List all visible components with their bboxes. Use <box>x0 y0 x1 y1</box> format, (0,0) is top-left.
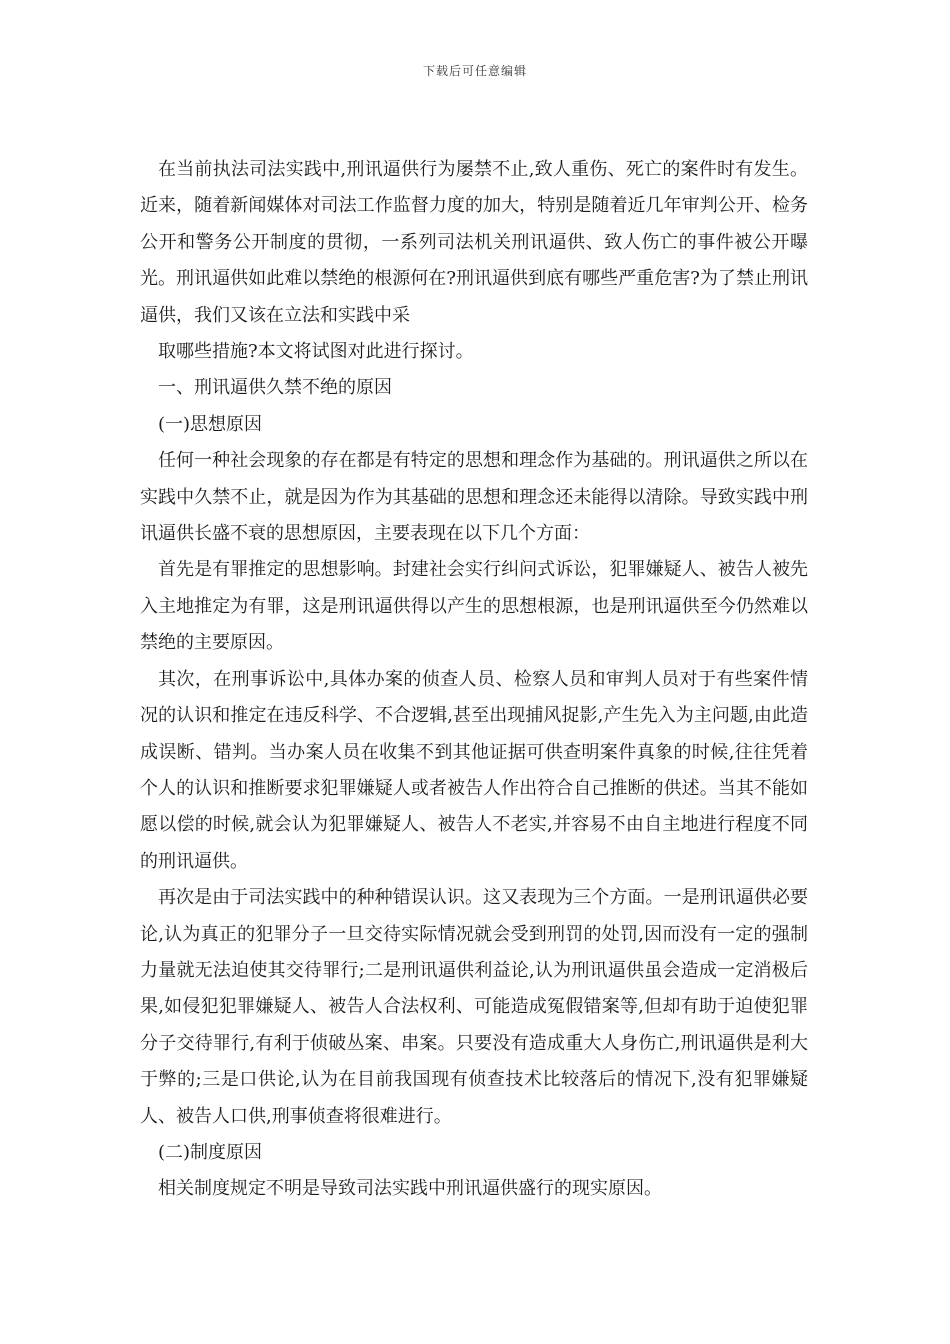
page-header: 下载后可任意编辑 <box>422 64 527 78</box>
paragraph-first: 首先是有罪推定的思想影响。封建社会实行纠问式诉讼，犯罪嫌疑人、被告人被先入主地推定为有罪，这是刑讯逼供得以产生的思想根源，也是刑讯逼供至今仍然难以禁绝的主要原因。 <box>140 559 808 654</box>
paragraph-ideology: 任何一种社会现象的存在都是有特定的思想和理念作为基础的。刑讯逼供之所以在实践中久禁不止，就是因为作为其基础的思想和理念还未能得以清除。导致实践中刑讯逼供长盛不衰的思想原因，主要表现在以下几个方面： <box>140 450 808 545</box>
section-heading-1: 一、刑讯逼供久禁不绝的原因 <box>158 377 392 399</box>
document-body <box>140 152 808 1208</box>
paragraph-system: 相关制度规定不明是导致司法实践中刑讯逼供盛行的现实原因。 <box>158 1178 662 1200</box>
paragraph-intro-1: 在当前执法司法实践中,刑讯逼供行为屡禁不止,致人重伤、死亡的案件时有发生。近来，随着新闻媒体对司法工作监督力度的加大，特别是随着近几年审判公开、检务公开和警务公开制度的贯彻，一系列司法机关刑讯逼供、致人伤亡的事件被公开曝光。刑讯逼供如此难以禁绝的根源何在?刑讯逼供到底有哪些严重危害?为了禁止刑讯逼供，我们又该在立法和实践中采 <box>140 159 809 326</box>
subsection-heading-1: (一)思想原因 <box>158 413 263 435</box>
paragraph-intro-2: 取哪些措施?本文将试图对此进行探讨。 <box>158 341 474 363</box>
paragraph-third: 再次是由于司法实践中的种种错误认识。这又表现为三个方面。一是刑讯逼供必要论,认为真正的犯罪分子一旦交待实际情况就会受到刑罚的处罚,因而没有一定的强制力量就无法迫使其交待罪行;二是刑讯逼供利益论,认为刑讯逼供虽会造成一定消极后果,如侵犯犯罪嫌疑人、被告人合法权利、可能造成冤假错案等,但却有助于迫使犯罪分子交待罪行,有利于侦破丛案、串案。只要没有造成重大人身伤亡,刑讯逼供是利大于弊的;三是口供论,认为在目前我国现有侦查技术比较落后的情况下,没有犯罪嫌疑人、被告人口供,刑事侦查将很难进行。 <box>140 887 808 1127</box>
subsection-heading-2: (二)制度原因 <box>158 1141 263 1163</box>
paragraph-second: 其次，在刑事诉讼中,具体办案的侦查人员、检察人员和审判人员对于有些案件情况的认识和推定在违反科学、不合逻辑,甚至出现捕风捉影,产生先入为主问题,由此造成误断、错判。当办案人员在收集不到其他证据可供查明案件真象的时候,往往凭着个人的认识和推断要求犯罪嫌疑人或者被告人作出符合自己推断的供述。当其不能如愿以偿的时候,就会认为犯罪嫌疑人、被告人不老实,并容易不由自主地进行程度不同的刑讯逼供。 <box>140 668 808 872</box>
